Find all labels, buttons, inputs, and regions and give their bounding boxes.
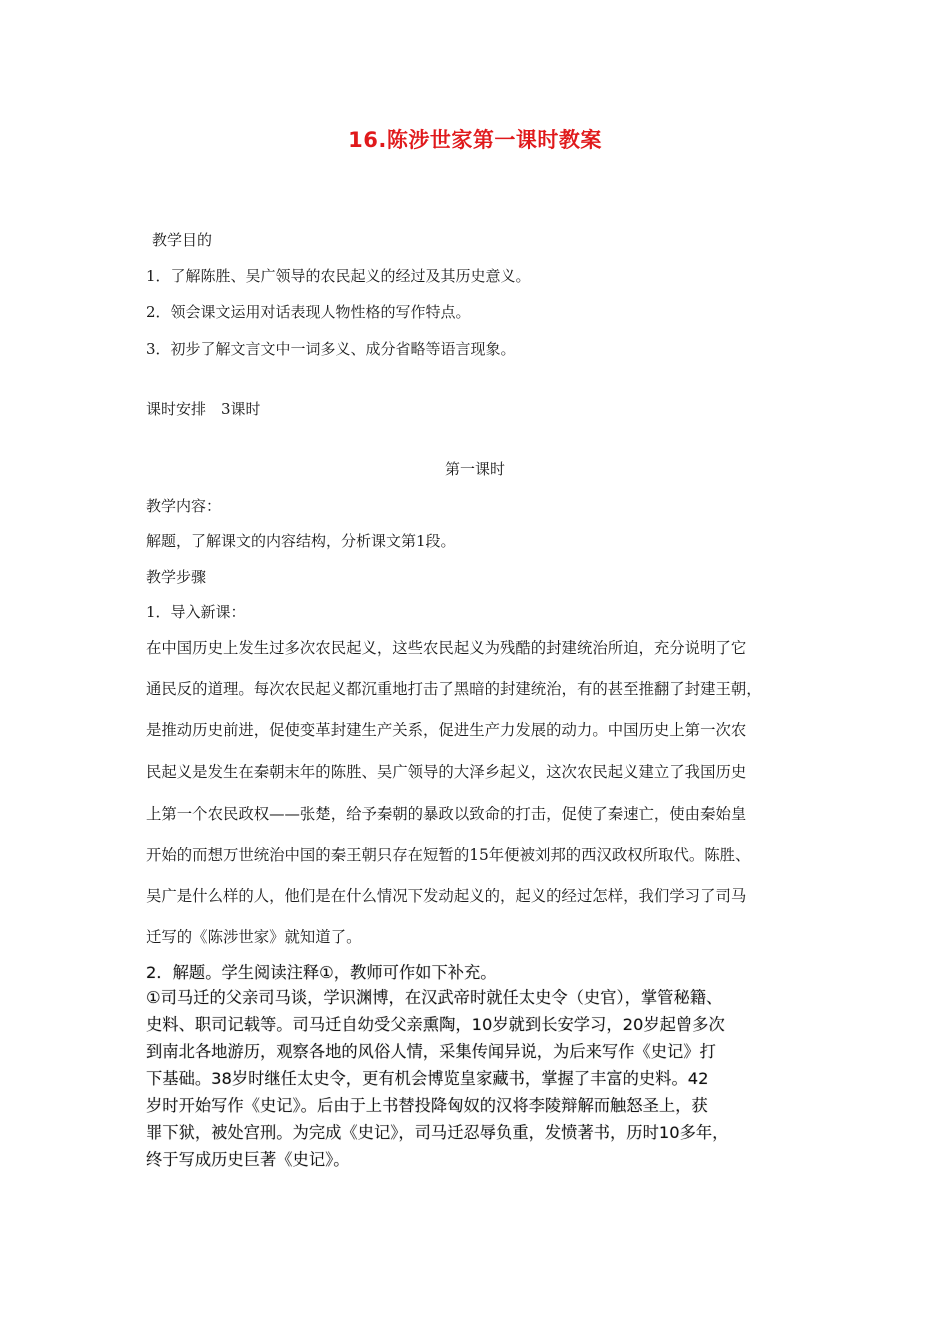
paragraph-line: 通民反的道理。每次农民起义都沉重地打击了黑暗的封建统治，有的甚至推翻了封建王朝， [146, 680, 762, 698]
steps-heading: 教学步骤 [146, 568, 207, 586]
scanned-line: 2．解题。学生阅读注释①，教师可作如下补充。 [146, 963, 497, 982]
paragraph-line: 上第一个农民政权——张楚，给予秦朝的暴政以致命的打击，促使了秦速亡，使由秦始皇 [146, 805, 747, 823]
cropped-text-fragment [146, 1170, 826, 1180]
paragraph-line: 迁写的《陈涉世家》就知道了。 [146, 928, 362, 946]
scanned-line: 罪下狱，被处宫刑。为完成《史记》，司马迁忍辱负重，发愤著书，历时10多年， [146, 1123, 729, 1142]
page-title: 16.陈涉世家第一课时教案 [348, 128, 602, 152]
scanned-line: 终于写成历史巨著《史记》。 [146, 1150, 350, 1169]
objectives-heading: 教学目的 [152, 231, 213, 249]
content-text: 解题，了解课文的内容结构，分析课文第1段。 [146, 532, 456, 550]
schedule-text: 课时安排 3课时 [146, 400, 261, 418]
objective-item: 3．初步了解文言文中一词多义、成分省略等语言现象。 [146, 340, 516, 358]
paragraph-line: 开始的而想万世统治中国的秦王朝只存在短暂的15年便被刘邦的西汉政权所取代。陈胜、 [146, 846, 751, 864]
scanned-line: 史料、职司记载等。司马迁自幼受父亲熏陶，10岁就到长安学习，20岁起曾多次 [146, 1015, 725, 1034]
paragraph-line: 在中国历史上发生过多次农民起义，这些农民起义为残酷的封建统治所迫，充分说明了它 [146, 639, 747, 657]
scanned-line: 到南北各地游历，观察各地的风俗人情，采集传闻异说，为后来写作《史记》打 [146, 1042, 716, 1061]
paragraph-line: 吴广是什么样的人，他们是在什么情况下发动起义的，起义的经过怎样，我们学习了司马 [146, 887, 747, 905]
scanned-line: 下基础。38岁时继任太史令，更有机会博览皇家藏书，掌握了丰富的史料。42 [146, 1069, 709, 1088]
paragraph-line: 是推动历史前进，促使变革封建生产关系，促进生产力发展的动力。中国历史上第一次农 [146, 721, 747, 739]
scanned-line: ①司马迁的父亲司马谈，学识渊博，在汉武帝时就任太史令（史官），掌管秘籍、 [146, 988, 723, 1007]
step-1-heading: 1．导入新课： [146, 603, 246, 621]
objective-item: 2．领会课文运用对话表现人物性格的写作特点。 [146, 303, 471, 321]
lesson-heading: 第一课时 [444, 460, 505, 478]
scanned-line: 岁时开始写作《史记》。后由于上书替投降匈奴的汉将李陵辩解而触怒圣上，获 [146, 1096, 708, 1115]
paragraph-line: 民起义是发生在秦朝末年的陈胜、吴广领导的大泽乡起义，这次农民起义建立了我国历史 [146, 763, 747, 781]
content-heading: 教学内容： [146, 497, 222, 515]
objective-item: 1．了解陈胜、吴广领导的农民起义的经过及其历史意义。 [146, 267, 531, 285]
